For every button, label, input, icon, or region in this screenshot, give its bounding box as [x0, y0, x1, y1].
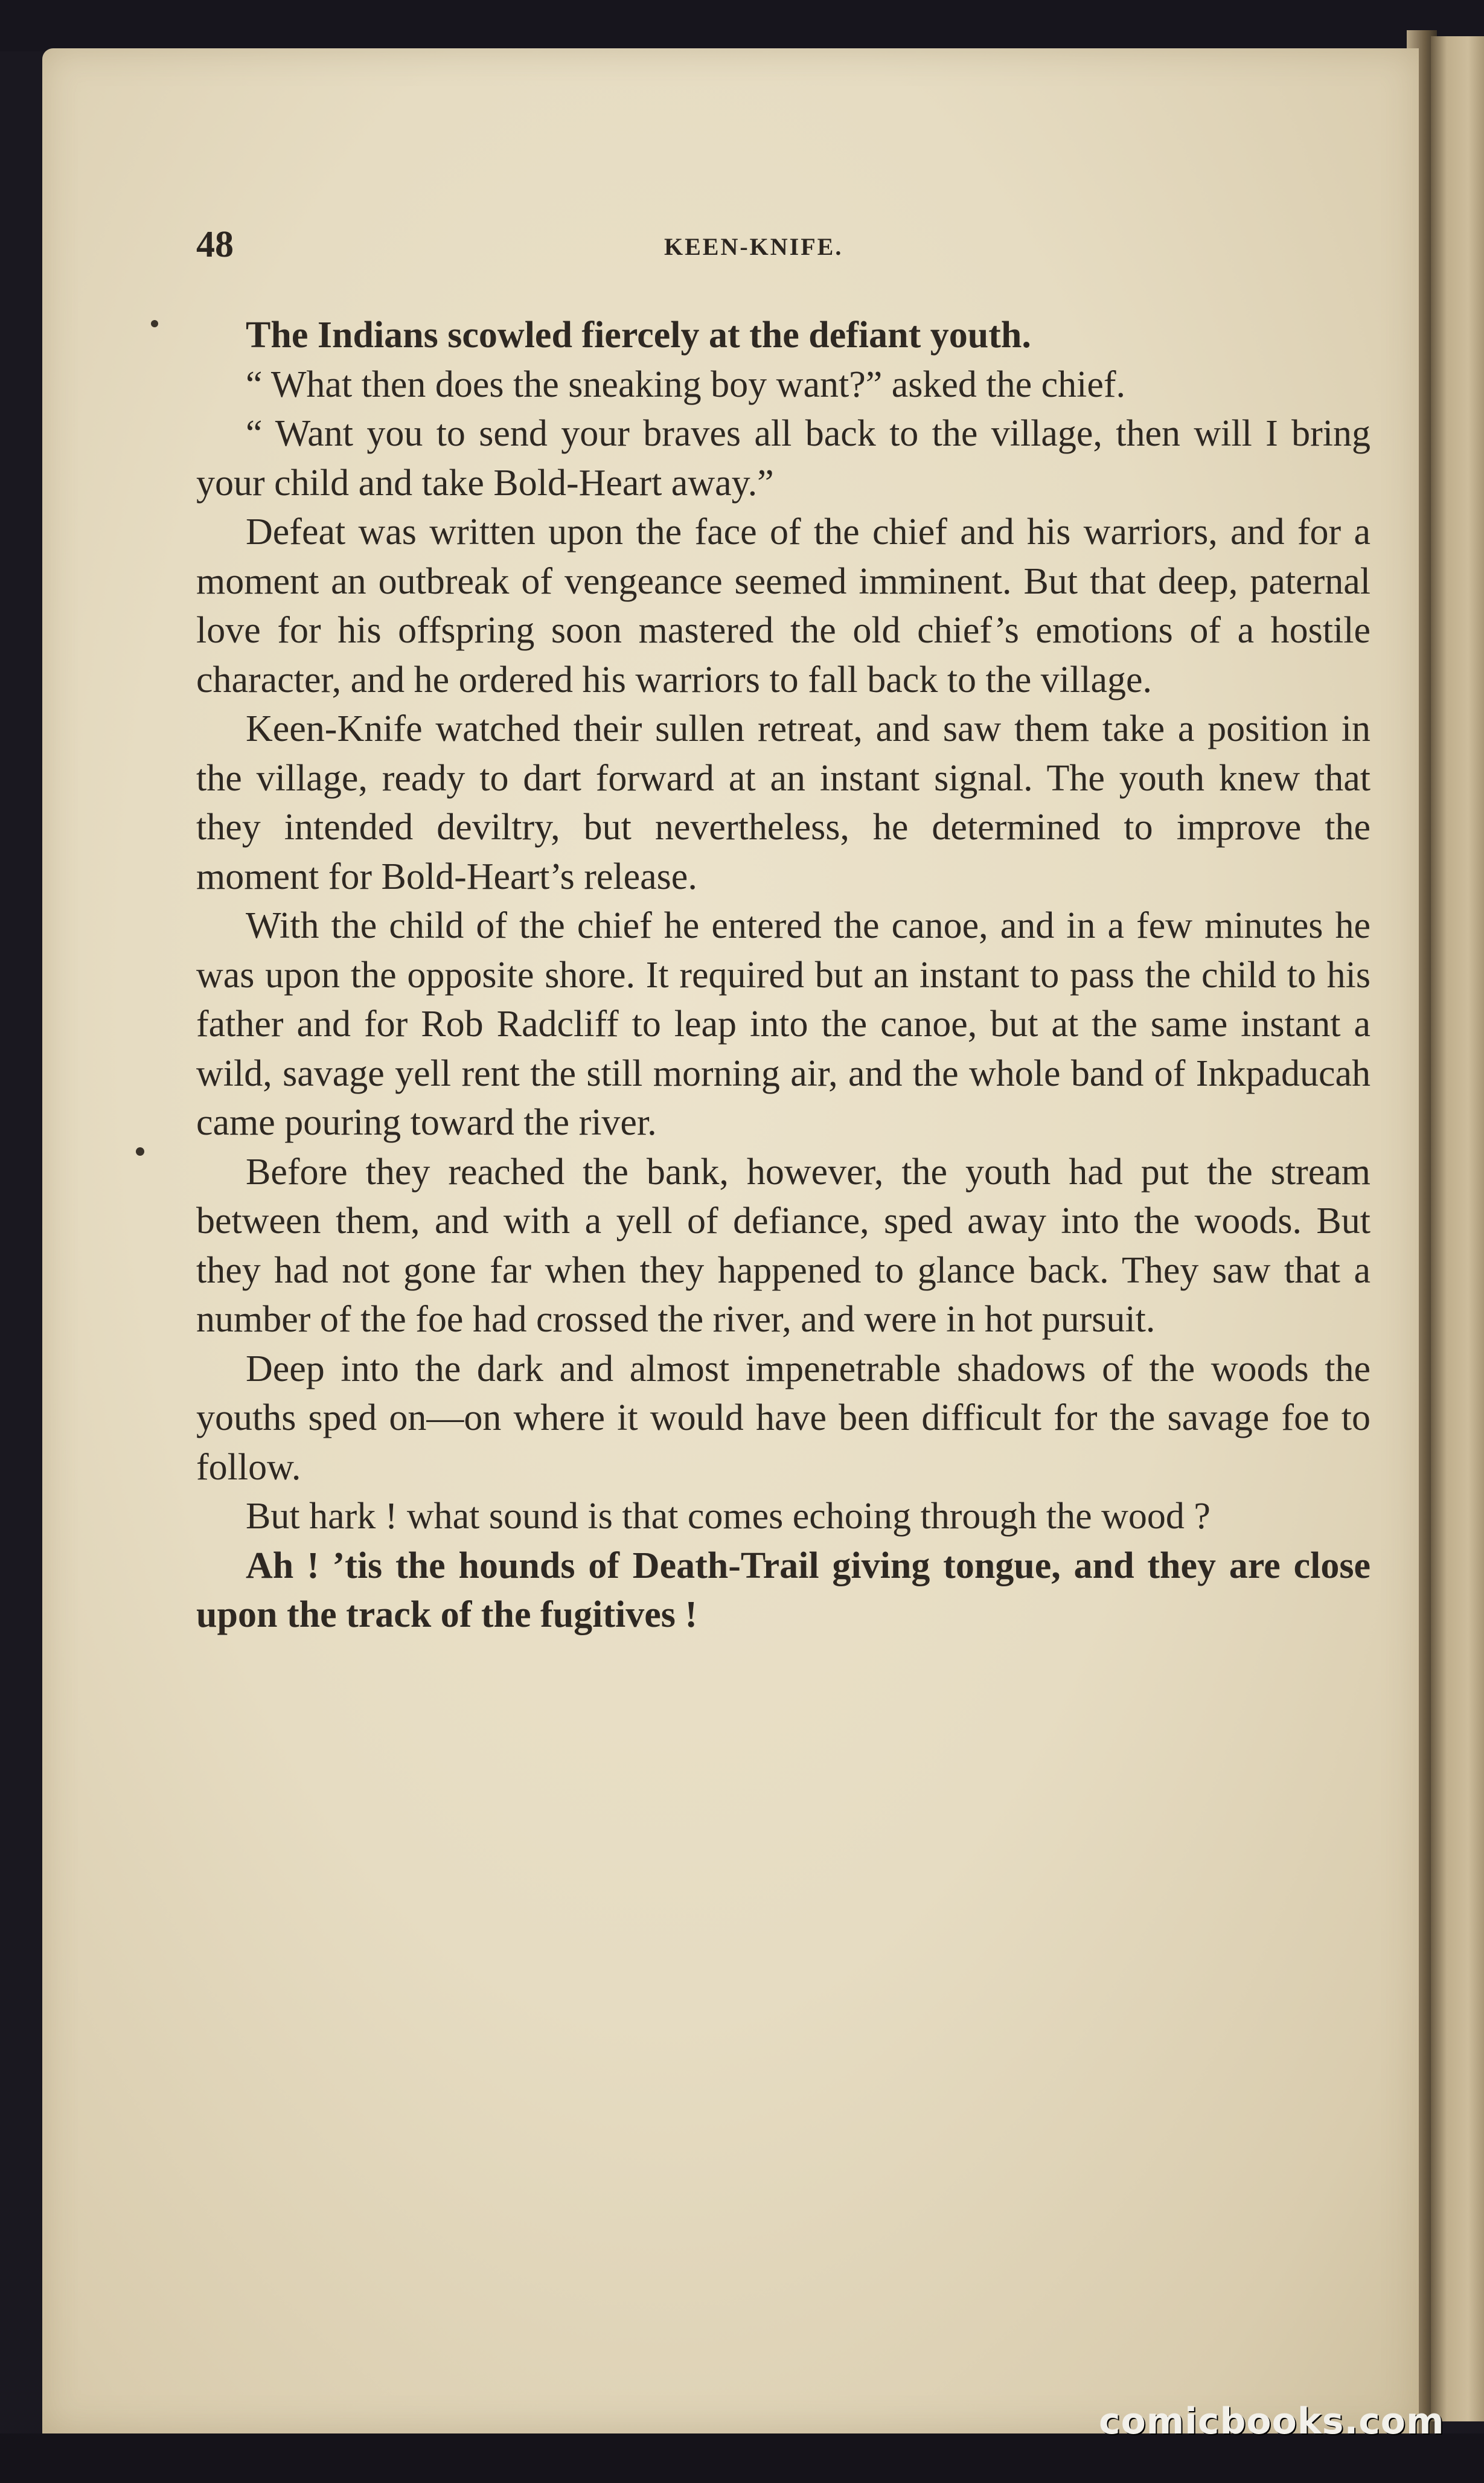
running-title: KEEN-KNIFE. — [664, 233, 843, 260]
paragraph: Defeat was written upon the face of the chief and his warriors, and for a moment an outbreak of vengeance seemed imminent. But that deep, paternal love for his offspring soon mastered the old chief’s emotions of a hostile character, and he ordered his warriors to fall back to the village. — [196, 511, 1370, 700]
paragraph: Deep into the dark and almost impenetrable shadows of the woods the youths sped on—on where it would have been difficult for the savage foe to follow. — [196, 1348, 1370, 1488]
adjacent-page-edge — [1431, 36, 1484, 2421]
paragraph: But hark ! what sound is that comes echoing through the wood ? — [246, 1496, 1211, 1537]
paragraph: Keen-Knife watched their sullen retreat, and saw them take a position in the village, ready to dart forward at an instant signal. The youth knew that they intended deviltry, but nevertheless, he determined to improve the moment for Bold-Heart’s release. — [196, 708, 1370, 897]
paragraph: Ah ! ’tis the hounds of Death-Trail giving tongue, and they are close upon the track of the fugitives ! — [196, 1545, 1370, 1635]
watermark: comicbooks.com — [1099, 2400, 1445, 2443]
paragraph: Before they reached the bank, however, the youth had put the stream between them, and with a yell of defiance, sped away into the woods. But they had not gone far when they happened to glance back. They saw that a number of the foe had crossed the river, and were in hot pursuit. — [196, 1151, 1370, 1340]
ink-speck — [136, 1147, 144, 1156]
paragraph: With the child of the chief he entered the canoe, and in a few minutes he was upon the opposite shore. It required but an instant to pass the child to his father and for Rob Radcliff to leap into the canoe, but at the same instant a wild, savage yell rent the still morning air, and the whole band of Inkpaducah came pouring toward the river. — [196, 905, 1370, 1143]
paragraph: “ What then does the sneaking boy want?” asked the chief. — [246, 364, 1126, 405]
paragraph: “ Want you to send your braves all back to the village, then will I bring your child and take Bold-Heart away.” — [196, 413, 1370, 504]
body-text — [196, 311, 1370, 1640]
page-number: 48 — [196, 224, 234, 265]
paragraph: The Indians scowled fiercely at the defiant youth. — [246, 315, 1031, 356]
scan-border-top — [0, 0, 1484, 51]
ink-speck — [151, 320, 158, 327]
